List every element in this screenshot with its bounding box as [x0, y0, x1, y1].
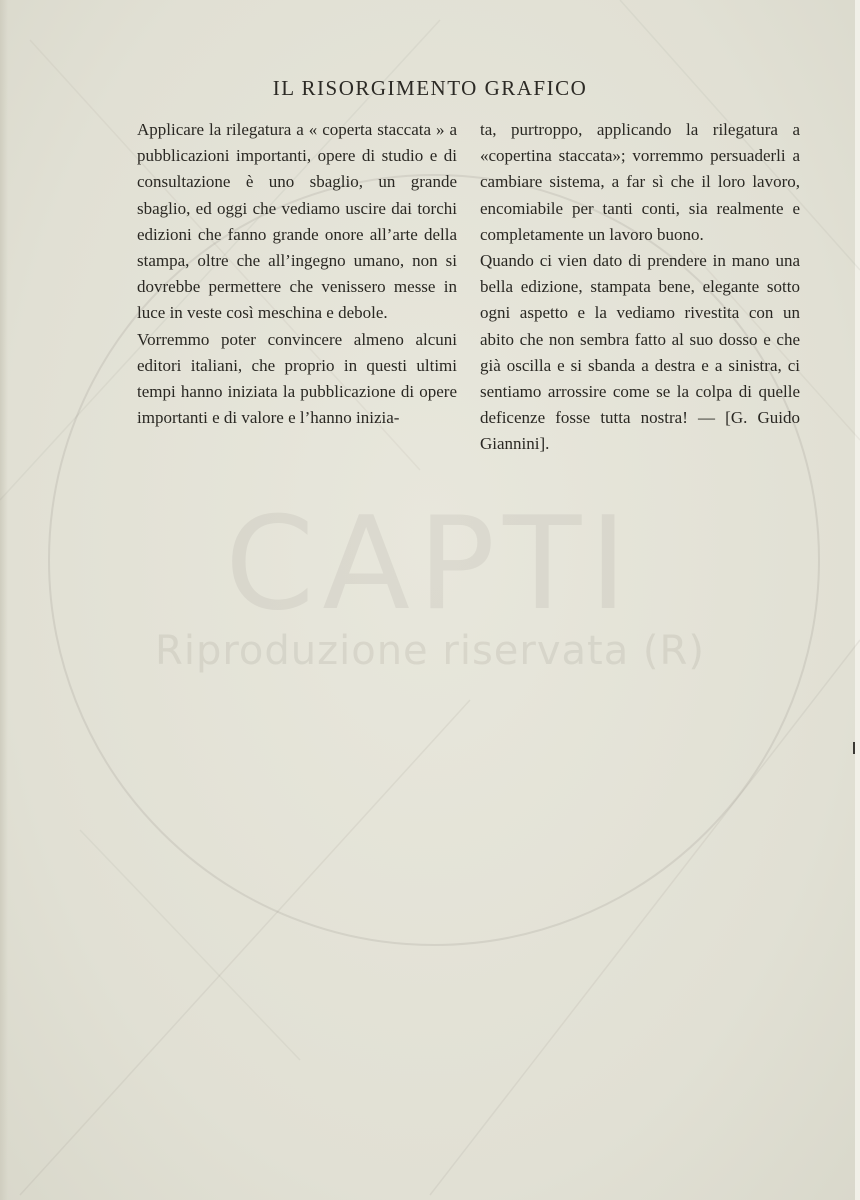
margin-mark	[853, 742, 855, 754]
left-paragraph-1: Applicare la rilegatura a « coperta staccata » a pubblicazioni importanti, opere di studio e di consultazione è uno sbaglio, un grande sbaglio, ed oggi che vediamo uscire dai torchi edizioni che fanno grande onore all’arte della stampa, oltre che all’ingegno umano, non si dovrebbe permettere che venissero messe in luce in veste così meschina e debole.	[137, 120, 457, 323]
right-column	[480, 117, 800, 458]
watermark-diagonal-2	[430, 640, 860, 1195]
right-paragraph-1: ta, purtroppo, applicando la rilegatura a «copertina staccata»; vorremmo persuaderli a cambiare sistema, a far sì che il loro lavoro, encomiabile per tanti conti, sia realmente e completamente un lavoro buono.	[480, 120, 800, 244]
left-column	[137, 117, 457, 431]
left-paragraph-2: Vorremmo poter convincere almeno alcuni editori italiani, che proprio in questi ultimi tempi hanno iniziata la pubblicazione di opere importanti e di valore e l’hanno inizia-	[137, 329, 457, 428]
watermark-diagonal-7	[80, 830, 300, 1060]
watermark-subtext: Riproduzione riservata (R)	[155, 628, 705, 674]
running-title: IL RISORGIMENTO GRAFICO	[272, 76, 588, 100]
watermark-text: CAPTI	[224, 490, 636, 639]
right-paragraph-2: Quando ci vien dato di prendere in mano una bella edizione, stampata bene, elegante sotto ogni aspetto e la vediamo rivestita con un abito che non sembra fatto al suo dosso e che già oscilla e si sbanda a destra e a sinistra, ci sentiamo arrossire come se la colpa di quelle deficenze fosse tutta nostra! — [G. Guido Giannini].	[480, 251, 800, 454]
watermark-diagonal-1	[20, 700, 470, 1195]
